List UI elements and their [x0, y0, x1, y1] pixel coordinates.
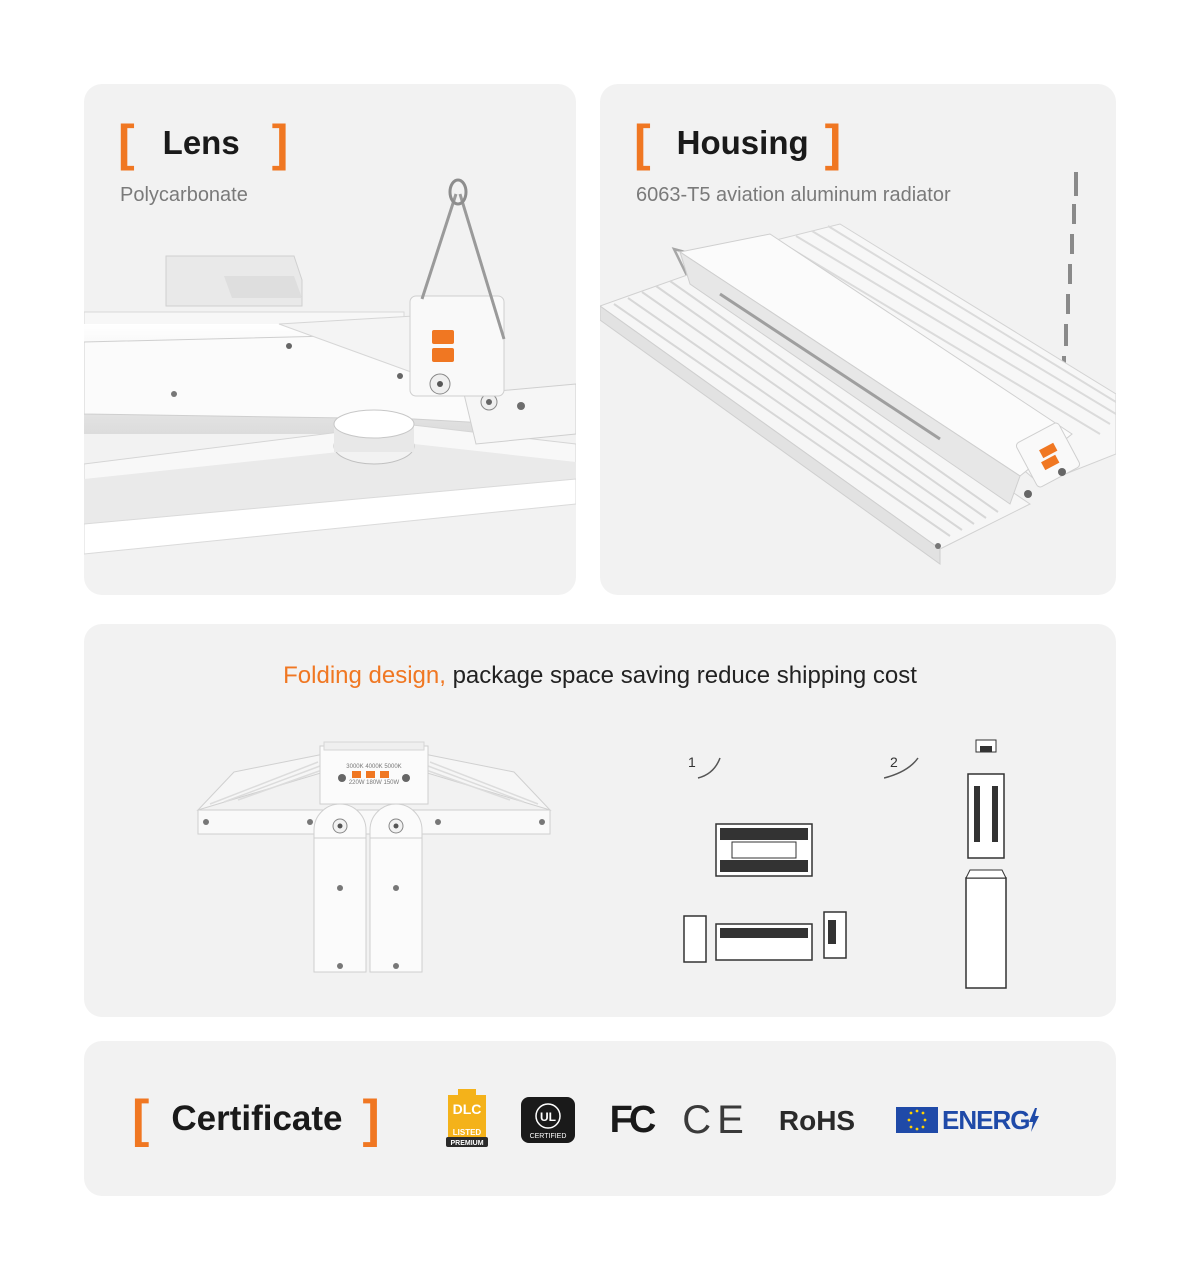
step-1-arc	[696, 756, 722, 780]
folding-caption	[84, 662, 1116, 690]
dlc-premium-text: PREMIUM	[450, 1140, 484, 1147]
folding-caption-text: package space saving reduce shipping cost	[445, 662, 917, 689]
housing-card	[600, 84, 1116, 595]
lens-title: Lens	[162, 124, 240, 161]
lens-subtitle: Polycarbonate	[120, 184, 248, 206]
fcc-text: FC	[609, 1098, 653, 1141]
step-2-arc	[884, 756, 920, 780]
housing-fixture-image	[600, 84, 1116, 595]
bracket-close: ]	[362, 1090, 380, 1148]
fcc-logo	[604, 1097, 658, 1143]
eu-flag-icon	[896, 1107, 938, 1133]
certificate-card	[84, 1041, 1116, 1196]
housing-title: Housing	[676, 124, 809, 161]
step-2-label: 2	[890, 754, 898, 770]
bracket-close: ]	[824, 115, 842, 171]
ul-mark-text: UL	[540, 1110, 556, 1124]
folding-design-card	[84, 624, 1116, 1017]
bracket-close: ]	[271, 115, 289, 171]
ul-certified-text: CERTIFIED	[529, 1133, 567, 1140]
dlc-premium-logo	[442, 1087, 492, 1149]
eu-energy-logo	[896, 1105, 1050, 1135]
energy-text: ENERG	[942, 1104, 1030, 1135]
certificate-heading	[132, 1090, 380, 1148]
driver-label-top: 3000K 4000K 5000K	[346, 764, 402, 770]
packed-driver-diagram	[680, 820, 856, 980]
certificate-title: Certificate	[171, 1099, 343, 1138]
driver-label-bottom: 220W 180W 150W	[348, 780, 400, 786]
folding-caption-accent: Folding design,	[283, 662, 446, 689]
lens-card	[84, 84, 576, 595]
rohs-logo	[774, 1099, 860, 1143]
housing-subtitle: 6063-T5 aviation aluminum radiator	[636, 184, 951, 206]
lightning-icon	[1029, 1108, 1039, 1132]
step-1-label: 1	[688, 754, 696, 770]
ce-logo	[682, 1097, 750, 1143]
ul-certified-logo	[521, 1097, 575, 1143]
dlc-listed-text: LISTED	[452, 1128, 482, 1137]
bracket-open: [	[118, 115, 135, 171]
bracket-open: [	[132, 1090, 150, 1148]
bracket-open: [	[634, 115, 651, 171]
ce-text: CE	[682, 1097, 750, 1142]
dlc-text: DLC	[452, 1101, 482, 1117]
rohs-text: RoHS	[778, 1105, 856, 1136]
lens-closeup-image	[84, 84, 576, 595]
packed-box-diagram	[962, 738, 1012, 992]
folded-fixture-image	[194, 738, 554, 974]
